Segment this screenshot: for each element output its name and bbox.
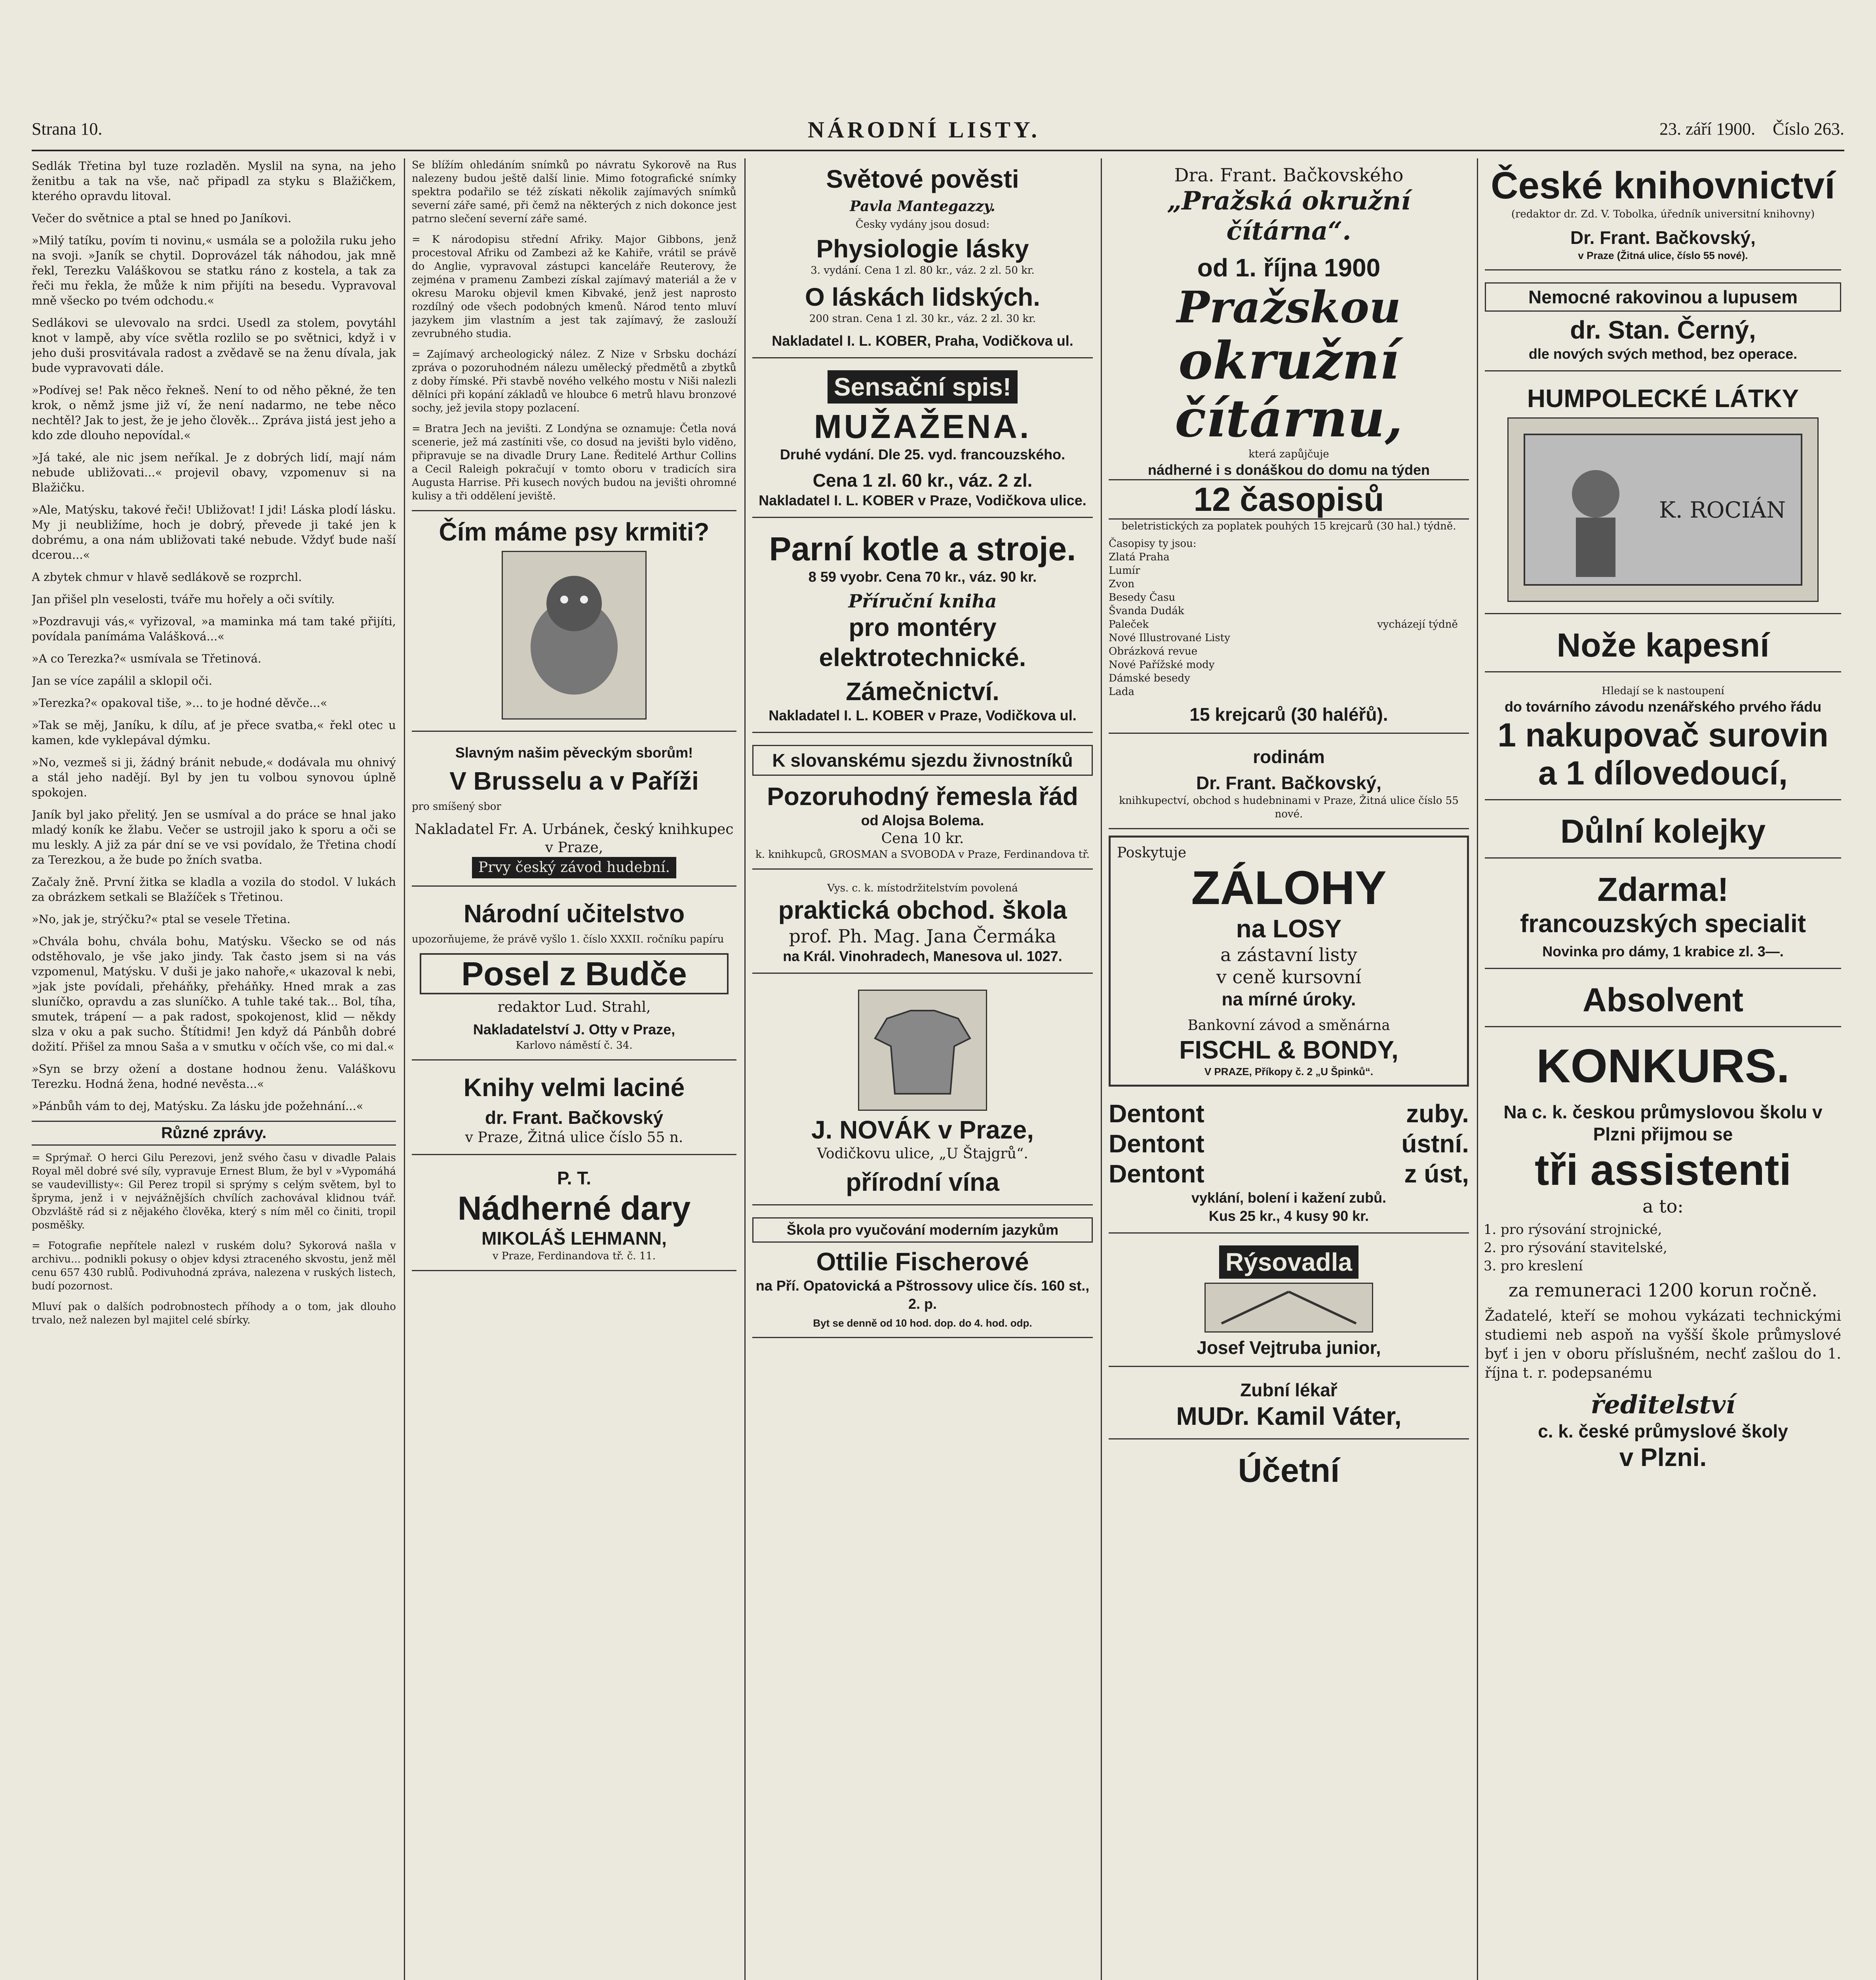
ad-brussels bbox=[412, 738, 736, 887]
ad-headline: Světové pověsti bbox=[826, 165, 1019, 193]
ads-column bbox=[1109, 158, 1469, 1980]
ad-headline: Pozoruhodný řemesla řád bbox=[767, 782, 1078, 811]
story-paragraph: »No, vezmeš si ji, žádný bránit nebude,« dodávala mu ohnivý a stál jeho nadějí. Byl by jen tu volbou synovou úplně spokojen. bbox=[32, 756, 396, 799]
ad-text: V PRAZE, Příkopy č. 2 „U Špinků“. bbox=[1204, 1066, 1374, 1078]
cloth-merchant-illustration-icon bbox=[1507, 417, 1819, 602]
news-paragraph: Se blížím ohledáním snímků po návratu Sykorově na Rus nalezeny budou ještě další linie. Mimo fotografické snímky spektra podařilo se též získati několik zajímavých snímků severní záře samé, při čemž na některých z nich dokonce jest patrno slečení severní záře samé. bbox=[412, 159, 736, 225]
magazine-item: Lumír bbox=[1109, 565, 1140, 577]
ad-headline: Zdarma! bbox=[1597, 871, 1729, 908]
ad-text: Dra. Frant. Bačkovského bbox=[1174, 164, 1404, 186]
story-paragraph: »Chvála bohu, chvála bohu, Matýsku. Všecko se od nás odstěhovalo, je vše jako jindy. Tak často jsem si na vás vzpomenul, Matýsku. V duši je jako nahoře,« ukazoval k nebi, »jak jste povídali, přeháňky, přeháňky. Hned mrak a zas sluníčko, opravdu a zas sluníčko. A tuhle také tak... Bol, tíha, smutek, trápení — a pak radost, spokojenost, klid — někdy slza v oku a pak sucho. Štítidmi! Jen když dá Pánbůh dobré dožití. Přišel za mnou Saša a v smutku v očích vše, co mi dal.« bbox=[32, 935, 396, 1053]
story-paragraph: Večer do světnice a ptal se hned po Janíkovi. bbox=[32, 211, 291, 225]
ad-text: k. knihkupců, GROSMAN a SVOBODA v Praze, Ferdinandova tř. bbox=[755, 849, 1090, 861]
ad-text: vyklání, bolení i kažení zubů. bbox=[1191, 1190, 1387, 1206]
story-paragraph: »Pozdravuji vás,« vyřizoval, »a maminka má tam také přijíti, povídala panímáma Valášková...« bbox=[32, 615, 396, 643]
ad-text: Příruční kniha bbox=[848, 590, 997, 612]
magazine-item: Obrázková revue bbox=[1109, 645, 1198, 657]
page-number: Strana 10. bbox=[32, 119, 103, 139]
ad-headline: a 1 dílovedoucí, bbox=[1538, 754, 1788, 792]
ad-text: pro smíšený sbor bbox=[412, 801, 501, 813]
column-divider bbox=[404, 158, 405, 1980]
ad-headline: Důlní kolejky bbox=[1560, 813, 1766, 850]
ad-headline: „Pražská okružní čítárna“. bbox=[1167, 186, 1411, 246]
ad-headline: Rýsovadla bbox=[1219, 1245, 1358, 1279]
story-paragraph: »Syn se brzy ožení a dostane hodnou ženu. Valáškovu Terezku. Hodná žena, hodné nevěsta...« bbox=[32, 1062, 396, 1091]
ad-headline: čítárnu, bbox=[1175, 388, 1403, 449]
magazine-item: Besedy Času bbox=[1109, 592, 1176, 604]
ad-text: Karlovo náměstí č. 34. bbox=[516, 1040, 633, 1051]
ad-cheap-books bbox=[412, 1067, 736, 1155]
ad-graduate bbox=[1485, 975, 1841, 1027]
ad-text: Dr. Frant. Bačkovský, bbox=[1570, 227, 1756, 248]
ad-text: Vodičkovu ulice, „U Štajgrů“. bbox=[817, 1146, 1028, 1162]
ad-headline: České knihovnictví bbox=[1491, 164, 1835, 207]
ad-headline: od 1. října 1900 bbox=[1197, 253, 1381, 282]
ad-text: (redaktor dr. Zd. V. Tobolka, úředník universitní knihovny) bbox=[1511, 208, 1815, 220]
ad-commercial-school bbox=[752, 876, 1093, 974]
magazine-item: Lada bbox=[1109, 686, 1134, 698]
ad-headline: Pražskou bbox=[1177, 282, 1401, 333]
ad-headline: J. NOVÁK v Praze, bbox=[811, 1116, 1034, 1144]
ad-text: Hledají se k nastoupení bbox=[1602, 685, 1724, 697]
ad-headline: Zámečnictví. bbox=[846, 677, 999, 706]
ad-text: a zástavní listy bbox=[1220, 944, 1357, 965]
ad-text: prof. Ph. Mag. Jana Čermáka bbox=[789, 925, 1056, 947]
story-paragraph: Jan přišel pln veselosti, tváře mu hořely a oči svítily. bbox=[32, 592, 335, 606]
section-heading: Různé zprávy. bbox=[32, 1121, 396, 1146]
story-paragraph: »Tak se měj, Janíku, k dílu, ať je přece svatba,« řekl otec u kamen, kde vyklepával dýmku. bbox=[32, 718, 396, 747]
ad-text: a to: bbox=[1642, 1196, 1684, 1217]
ad-headline: O láskách lidských. bbox=[805, 283, 1041, 311]
column-divider bbox=[744, 158, 746, 1980]
magazine-item: Dámské besedy bbox=[1109, 672, 1190, 684]
ad-dentont bbox=[1109, 1093, 1469, 1234]
ad-headline: Nádherné dary bbox=[457, 1190, 691, 1227]
ad-competition bbox=[1485, 1034, 1841, 1479]
shirt-illustration-icon bbox=[858, 990, 987, 1111]
ad-cancer-treatment bbox=[1485, 277, 1841, 371]
ad-text: 200 stran. Cena 1 zl. 30 kr., váz. 2 zl. 30 kr. bbox=[809, 313, 1036, 325]
ad-headline: HUMPOLECKÉ LÁTKY bbox=[1527, 384, 1799, 413]
ad-mine-rails bbox=[1485, 807, 1841, 859]
ad-factory-jobs bbox=[1485, 679, 1841, 800]
ad-text: P. T. bbox=[557, 1168, 592, 1188]
ad-text: MIKOLÁŠ LEHMANN, bbox=[481, 1228, 667, 1249]
ad-banner: Sensační spis! bbox=[828, 370, 1018, 404]
ad-headline: Absolvent bbox=[1582, 981, 1744, 1019]
ad-free-specialities bbox=[1485, 865, 1841, 969]
ad-headline: Parní kotle a stroje. bbox=[769, 530, 1076, 567]
ad-text: Česky vydány jsou dosud: bbox=[855, 219, 990, 230]
ad-headline: MUDr. Kamil Váter, bbox=[1176, 1402, 1402, 1430]
ad-teachers bbox=[412, 893, 736, 1060]
ad-text: na Král. Vinohradech, Manesova ul. 1027. bbox=[783, 948, 1062, 964]
ad-headline: rodinám bbox=[1253, 746, 1325, 767]
news-paragraph: = Sprýmař. O herci Gilu Perezovi, jenž svého času v divadle Palais Royal měl dobré své síly, vypravuje Ernest Blum, že byl v »Vypomáhá se vaudevillisty«: Gil Perez tropil si sprýmy s celým světem, byl to špryma, jenž i v nejvážnějších chvílích zachovával klidnou tvář. Obzvláště rád si z nějakého člověka, který s ním měl co činiti, tropil posměšky. bbox=[32, 1152, 396, 1231]
ad-text: vycházejí týdně bbox=[1377, 619, 1458, 630]
ad-text: Žadatelé, kteří se mohou vykázati technickými studiemi neb aspoň na vyšší škole průmyslové byť i jen v oboru příslušném, nechť zašlou do 1. října t. r. podepsanému bbox=[1485, 1308, 1841, 1381]
ad-dog-food bbox=[412, 510, 736, 732]
ad-text: 3. vydání. Cena 1 zl. 80 kr., váz. 2 zl. 50 kr. bbox=[811, 265, 1035, 276]
ad-world-tales bbox=[752, 158, 1093, 358]
ad-reading-room bbox=[1109, 158, 1469, 734]
page-header bbox=[32, 119, 1844, 147]
ad-headline: ZÁLOHY bbox=[1191, 861, 1387, 914]
ad-text: Bankovní závod a směnárna bbox=[1187, 1017, 1390, 1034]
ad-steam-boilers bbox=[752, 524, 1093, 733]
ad-headline: Knihy velmi laciné bbox=[463, 1073, 685, 1102]
ad-text: Cena 10 kr. bbox=[881, 830, 964, 847]
ad-headline: pro montéry elektrotechnické. bbox=[819, 613, 1026, 672]
news-paragraph: = Fotografie nepřítele nalezl v ruském dolu? Sykorová našla v archivu... podnikli pokusy o objev kdysi ztraceného skvostu, jenž měl cenu 657 430 rublů. Podivuhodná zpráva, nalezena v ruských listech, budí pozornost. bbox=[32, 1240, 396, 1292]
ad-headline: 1 nakupovač surovin bbox=[1497, 716, 1828, 754]
ad-banner: Prvy český závod hudební. bbox=[472, 857, 676, 878]
story-paragraph: »A co Terezka?« usmívala se Třetinová. bbox=[32, 652, 262, 665]
ad-accountant bbox=[1109, 1446, 1469, 1496]
ad-families bbox=[1109, 740, 1469, 829]
ad-loans bbox=[1109, 836, 1469, 1087]
ad-headline: ředitelství bbox=[1591, 1390, 1735, 1420]
story-paragraph: Sedlákovi se ulevovalo na srdci. Usedl za stolem, povytáhl knot v lampě, aby více světla rozlilo se po světnici, když i v jeho duši prosvitávala radost a zvědavě se na ženu dívala, jak bude vypravovati dále. bbox=[32, 316, 396, 375]
list-item: 1. pro rýsování strojnické, bbox=[1501, 1220, 1841, 1239]
ad-text: která zapůjčuje bbox=[1248, 448, 1329, 460]
ad-headline: z úst, bbox=[1404, 1159, 1469, 1188]
ad-headline: c. k. české průmyslové školy bbox=[1538, 1421, 1788, 1441]
ads-column bbox=[752, 158, 1093, 1980]
ad-headline: Dentont bbox=[1109, 1129, 1204, 1158]
ad-text: Pavla Mantegazzy. bbox=[850, 198, 995, 215]
ad-gifts bbox=[412, 1161, 736, 1271]
ad-text: Novinka pro dámy, 1 krabice zl. 3—. bbox=[1542, 943, 1784, 960]
story-paragraph: »Já také, ale nic jsem neříkal. Je z dobrých lidí, mají nám nebude ubližovati...« projevil obavy, vzpomenuv si na Blažičku. bbox=[32, 451, 396, 494]
ad-text: beletristických za poplatek pouhých 15 krejcarů (30 hal.) týdně. bbox=[1121, 520, 1456, 532]
story-paragraph: »Podívej se! Pak něco řekneš. Není to od něho pěkné, že ten krok, o němž jsme již ví, že není nadarmo, ne tebe něco nechtěl? Jak to jest, že je jeho člověk... Zpráva jistá jest jeho a kdo zde dlouho nepovídal.« bbox=[32, 383, 396, 442]
magazine-item: Zvon bbox=[1109, 578, 1135, 590]
ad-trades bbox=[752, 739, 1093, 870]
ad-headline: v Plzni. bbox=[1619, 1443, 1707, 1472]
ad-headline: Ottilie Fischerové bbox=[816, 1247, 1029, 1276]
news-paragraph: Mluví pak o dalších podrobnostech příhody a o tom, jak dlouho trvalo, než nalezen byl majitel celé sbírky. bbox=[32, 1301, 396, 1326]
ad-text: knihkupectví, obchod s hudebninami v Praze, Žitná ulice číslo 55 nové. bbox=[1119, 795, 1459, 820]
dog-illustration-icon bbox=[502, 551, 647, 720]
ad-text: upozorňujeme, že právě vyšlo 1. číslo XXXII. ročníku papíru bbox=[412, 933, 724, 945]
magazine-list bbox=[1109, 550, 1469, 699]
ad-text: v Praze (Žitná ulice, číslo 55 nové). bbox=[1578, 249, 1748, 261]
ad-subhead: Slavným našim pěveckým sborům! bbox=[455, 744, 693, 761]
ads-column bbox=[1485, 158, 1841, 1980]
ad-headline: Nože kapesní bbox=[1556, 626, 1769, 664]
ad-headline: FISCHL & BONDY, bbox=[1179, 1036, 1398, 1064]
ad-text: Byt se denně od 10 hod. dop. do 4. hod. odp. bbox=[813, 1317, 1032, 1329]
story-column bbox=[32, 158, 396, 1980]
issue-date: 23. září 1900. Číslo 263. bbox=[1659, 119, 1844, 139]
story-paragraph: A zbytek chmur v hlavě sedlákově se rozprchl. bbox=[32, 570, 302, 584]
ad-headline: 15 krejcarů (30 haléřů). bbox=[1189, 704, 1388, 725]
magazine-item: Paleček bbox=[1109, 619, 1149, 630]
ad-text: v Praze, Žitná ulice číslo 55 n. bbox=[465, 1129, 683, 1146]
ad-text: Nakladatel I. L. KOBER, Praha, Vodičkova ul. bbox=[772, 333, 1073, 349]
news-column bbox=[412, 158, 736, 1980]
ad-text: Nakladatel I. L. KOBER v Praze, Vodičkova ul. bbox=[769, 707, 1077, 723]
assistant-list bbox=[1501, 1220, 1841, 1275]
ad-headline: Nemocné rakovinou a lupusem bbox=[1485, 282, 1841, 312]
ad-headline: 12 časopisů bbox=[1109, 479, 1469, 520]
ad-text: na Pří. Opatovická a Pštrossovy ulice čís. 160 st., 2. p. bbox=[755, 1277, 1090, 1312]
ad-text: Nakladatel I. L. KOBER v Praze, Vodičkova ulice. bbox=[759, 492, 1086, 508]
news-paragraph: = K národopisu střední Afriky. Major Gibbons, jenž procestoval Afriku od Zambezi až ke Kahiře, vrátil se právě do Anglie, vypravoval zástupci kanceláře Reuterovy, že zejména v pramenu Zambezi získal zajímavý materiál a že v okresu Maroku objevil kmen Kibvaké, jenž jest naprosto rozdílný ode všech podobných kmenů. Národ tento mluví jazykem jim vlastním a jest tak zajímavý, že zaslouží zevrubného studia. bbox=[412, 234, 736, 340]
ad-text: 8 59 vyobr. Cena 70 kr., váz. 90 kr. bbox=[808, 569, 1037, 585]
ad-text: Na c. k. českou průmyslovou školu v Plzni přijmou se bbox=[1503, 1102, 1823, 1144]
ad-text: za remuneraci 1200 korun ročně. bbox=[1508, 1279, 1818, 1301]
ad-text: na mírné úroky. bbox=[1221, 989, 1356, 1009]
ad-headline: zuby. bbox=[1406, 1099, 1469, 1128]
ad-pocket-knives bbox=[1485, 621, 1841, 672]
ad-headline: praktická obchod. škola bbox=[778, 896, 1067, 924]
story-paragraph: Janík byl jako přelitý. Jen se usmíval a do práce se hnal jako mladý koník ke žlabu. Večer se ustrojil jako k sporu a oči se mu leskly. A již za pár dní se ve vsi povídalo, že Třetina chodí za Terezkou, a že bude po žních svatba. bbox=[32, 808, 396, 866]
story-paragraph: Začaly žně. První žitka se kladla a vozila do stodol. V lukách za obrázkem setkali se Blažíček s Třetinou. bbox=[32, 875, 396, 904]
ad-headline: francouzských specialit bbox=[1520, 909, 1806, 938]
magazine-item: Nové Illustrované Listy bbox=[1109, 632, 1230, 644]
column-divider bbox=[1477, 158, 1478, 1980]
ad-headline: ústní. bbox=[1401, 1129, 1469, 1158]
ad-dentist bbox=[1109, 1373, 1469, 1439]
ad-text: od Alojsa Bolema. bbox=[861, 812, 984, 828]
ad-headline: Dentont bbox=[1109, 1099, 1204, 1128]
ad-text: Nakladatelství J. Otty v Praze, bbox=[473, 1021, 675, 1038]
story-paragraph: »Pánbůh vám to dej, Matýsku. Za lásku jde požehnání...« bbox=[32, 1099, 363, 1113]
ad-text: v ceně kursovní bbox=[1216, 966, 1362, 988]
ad-text: Dr. Frant. Bačkovský, bbox=[1196, 773, 1381, 793]
ad-text: dle nových svých method, bez operace. bbox=[1528, 346, 1798, 362]
ad-text: Poskytuje bbox=[1117, 845, 1187, 861]
ad-headline: Dentont bbox=[1109, 1159, 1204, 1188]
story-paragraph: »Terezka?« opakoval tiše, »... to je hodné děvče...« bbox=[32, 696, 327, 710]
ad-text: Josef Vejtruba junior, bbox=[1197, 1337, 1381, 1358]
ad-novak bbox=[752, 980, 1093, 1205]
news-paragraph: = Zajímavý archeologický nález. Z Nize v Srbsku dochází zpráva o pozoruhodném nálezu umělecký předmětů a zbytků z doby římské. Při stavbě nového velkého mostu v Niši nalezli dělníci při kopání základů ve hloubce 6 metrů hlavu bronzové sochy, jež jevila stopy pozlacení. bbox=[412, 348, 736, 414]
list-item: 2. pro rýsování stavitelské, bbox=[1501, 1239, 1841, 1257]
compass-icon bbox=[1204, 1283, 1373, 1333]
ad-humpolec-cloth bbox=[1485, 378, 1841, 614]
ad-headline: Zubní lékař bbox=[1240, 1380, 1338, 1400]
ad-text: do továrního závodu nzenářského prvého řádu bbox=[1504, 699, 1822, 715]
ad-text: nádherné i s donáškou do domu na týden bbox=[1147, 462, 1430, 478]
story-paragraph: »No, jak je, strýčku?« ptal se vesele Třetina. bbox=[32, 912, 291, 926]
ad-headline: přírodní vína bbox=[846, 1168, 999, 1196]
story-paragraph: Jan se více zapálil a sklopil oči. bbox=[32, 674, 213, 687]
header-rule bbox=[32, 150, 1844, 151]
svg-text:K. ROCIÁN: K. ROCIÁN bbox=[1659, 497, 1786, 523]
list-item: 3. pro kreslení bbox=[1501, 1257, 1841, 1275]
story-paragraph: »Milý tatíku, povím ti novinu,« usmála se a položila ruku jeho na svoji. »Janík se chytil. Doprovázel ták náhodou, jak mně řekl, Terezku Valáškovou se statku ráno z kostela, a tak za řeči mu řekla, že může k nim přijíti na besedu. Vypravoval mně všecko po tvém odchodu.« bbox=[32, 234, 396, 307]
ad-headline: MUŽAŽENA. bbox=[814, 408, 1031, 445]
ad-headline: K slovanskému sjezdu živnostníků bbox=[752, 745, 1093, 776]
ad-text: v Praze, Ferdinandova tř. č. 11. bbox=[492, 1250, 656, 1262]
ad-text: Škola pro vyučování moderním jazykům bbox=[752, 1217, 1093, 1243]
ad-man-woman bbox=[752, 365, 1093, 518]
masthead-title: NÁRODNÍ LISTY. bbox=[808, 117, 1040, 143]
ad-text: redaktor Lud. Strahl, bbox=[497, 999, 651, 1015]
ad-text: Kus 25 kr., 4 kusy 90 kr. bbox=[1208, 1208, 1369, 1224]
ad-text: Nakladatel Fr. A. Urbánek, český knihkupec v Praze, bbox=[415, 821, 734, 856]
ad-text: Vys. c. k. místodržitelstvím povolená bbox=[827, 882, 1018, 894]
ad-headline: dr. Stan. Černý, bbox=[1570, 316, 1756, 344]
magazine-item: Švanda Dudák bbox=[1109, 605, 1184, 617]
ad-text: Časopisy ty jsou: bbox=[1109, 538, 1197, 550]
ad-language-school bbox=[752, 1212, 1093, 1338]
ad-librarianship bbox=[1485, 158, 1841, 270]
ad-headline: tři assistenti bbox=[1534, 1146, 1792, 1194]
magazine-item: Zlatá Praha bbox=[1109, 551, 1170, 563]
magazine-item: Nové Pařížské mody bbox=[1109, 659, 1215, 671]
news-paragraph: = Bratra Jech na jevišti. Z Londýna se oznamuje: Četla nová scenerie, jež má zastíniti vše, co dosud na jevišti bylo viděno, připravuje se na divadle Drury Lane. Ředitelé Arthur Collins a Cecil Raleigh pokračují v tomto oboru v tradicích sira Augusta Harrise. Při kusech nových budou na jevišti ohromné kulisy a tři oddělení jeviště. bbox=[412, 423, 736, 502]
ad-headline: Čím máme psy krmiti? bbox=[439, 518, 710, 546]
ad-headline: Národní učitelstvo bbox=[463, 899, 685, 928]
ad-text: dr. Frant. Bačkovský bbox=[485, 1107, 663, 1128]
ad-headline: V Brusselu a v Paříži bbox=[449, 767, 699, 795]
ad-text: Druhé vydání. Dle 25. vyd. francouzského. bbox=[780, 446, 1065, 463]
ad-headline: Posel z Budče bbox=[420, 953, 729, 994]
story-paragraph: »Ale, Matýsku, takové řeči! Ubližovat! I jdi! Láska plodí lásku. My ji neubližíme, hoch je dobrý, převede ji také jen k dobrému, a ona nám ubližovati také nebude. Vždyť bude naší dcerou...« bbox=[32, 503, 396, 562]
ad-headline: KONKURS. bbox=[1536, 1040, 1790, 1093]
story-paragraph: Sedlák Třetina byl tuze rozladěn. Myslil na syna, na jeho ženitbu a tak na vše, nač připadl za styku s Blažičkem, kterého opravdu litoval. bbox=[32, 159, 396, 203]
ad-headline: okružní bbox=[1178, 330, 1399, 391]
ad-text: Cena 1 zl. 60 kr., váz. 2 zl. bbox=[812, 470, 1033, 491]
ad-drawing-tools bbox=[1109, 1240, 1469, 1367]
ad-headline: Physiologie lásky bbox=[816, 234, 1029, 263]
column-divider bbox=[1101, 158, 1102, 1980]
ad-headline: na LOSY bbox=[1236, 914, 1342, 943]
ad-headline: Účetní bbox=[1238, 1452, 1340, 1489]
